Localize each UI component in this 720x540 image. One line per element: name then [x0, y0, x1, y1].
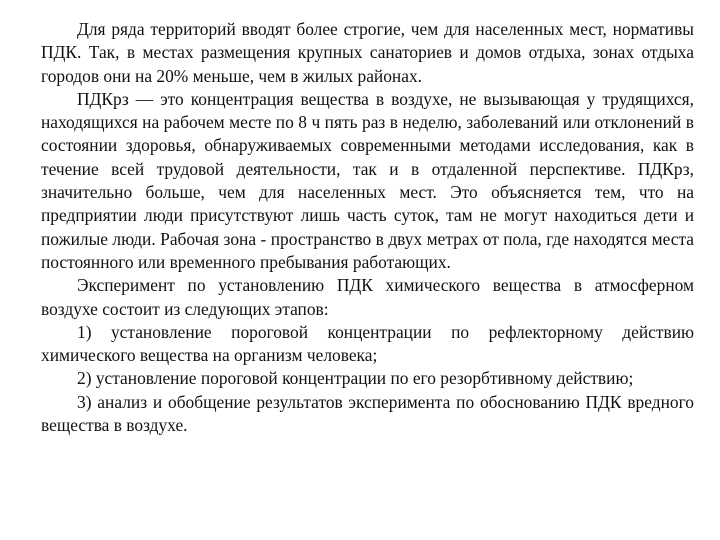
- list-item-step-1: 1) установление пороговой концентрации по рефлекторному действию химического вещества на организм человека;: [41, 321, 694, 366]
- paragraph-pdkrz-definition: ПДКрз — это концентрация вещества в воздухе, не вызывающая у трудящихся, находящихся на рабочем месте по 8 ч пять раз в неделю, заболеваний или отклонений в состоянии здоровья, обнаруживаемых современными методами исследования, как в течение всей трудовой деятельности, так и в отдаленной перспективе. ПДКрз, значительно больше, чем для населенных мест. Это объясняется тем, что на предприятии люди присутствуют лишь часть суток, там не могут находиться дети и пожилые люди. Рабочая зона - пространство в двух метрах от пола, где находятся места постоянного или временного пребывания работающих.: [41, 88, 694, 272]
- list-item-step-2: 2) установление пороговой концентрации по его резорбтивному действию;: [77, 368, 634, 389]
- list-item-step-3: 3) анализ и обобщение результатов эксперимента по обоснованию ПДК вредного вещества в воздухе.: [41, 391, 694, 436]
- paragraph-experiment-intro: Эксперимент по установлению ПДК химического вещества в атмосферном воздухе состоит из следующих этапов:: [41, 275, 694, 319]
- paragraph-special-territories: Для ряда территорий вводят более строгие, чем для населенных мест, нормативы ПДК. Так, в местах размещения крупных санаториев и домов отдыха, зонах отдыха городов они на 20% меньше, чем в жилых районах.: [41, 19, 694, 86]
